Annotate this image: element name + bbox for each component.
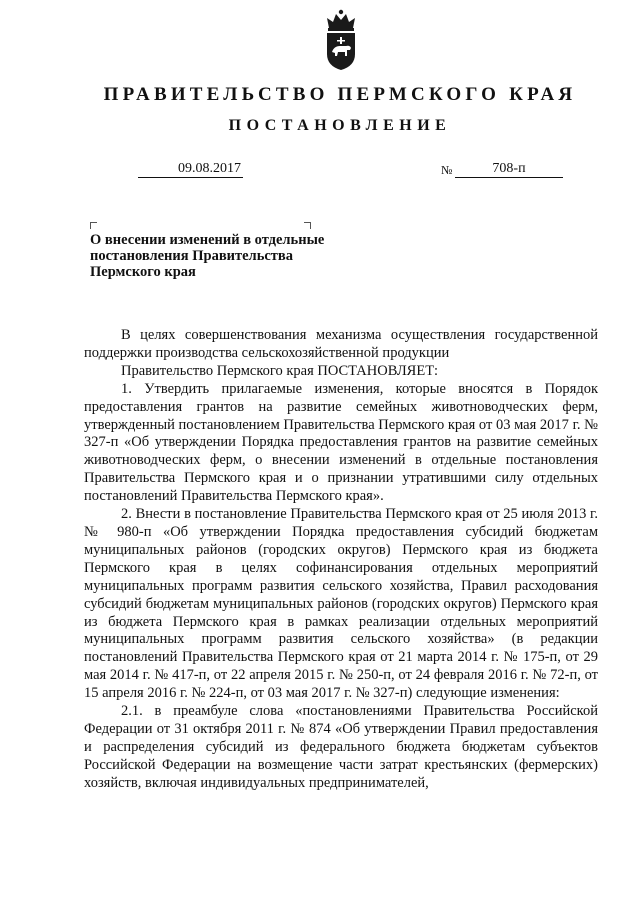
paragraph-item-1: 1. Утвердить прилагаемые изменения, которые вносятся в Порядок предоставления грантов на развитие семейных животноводческих ферм, утвержденный постановлением Правительства Пермского края от 03 мая 2017 г. № 327-п «Об утверждении Порядка предоставления грантов на развитие семейных животноводческих ферм, о внесении изменений в отдельные постановления Правительства Пермского края и о признании утратившими силу отдельных постановлений Правительства Пермского края».: [84, 380, 598, 505]
document-type: ПОСТАНОВЛЕНИЕ: [228, 117, 452, 134]
subject-bracket-right: [304, 222, 311, 229]
paragraph-item-2: 2. Внести в постановление Правительства Пермского края от 25 июля 2013 г. № 980-п «Об утверждении Порядка предоставления субсидий бюджетам муниципальных районов (городских округов) Пермского края из бюджета Пермского края в целях софинансирования отдельных мероприятий муниципальных программ развития сельского хозяйства, Правил расходования субсидий бюджетам муниципальных районов (городских округов) Пермского края из бюджета Пермского края в рамках реализации отдельных мероприятий муниципальных программ развития сельского хозяйства» (в редакции постановлений Правительства Пермского края от 21 марта 2014 г. № 175-п, от 29 мая 2014 г. № 417-п, от 22 апреля 2015 г. № 250-п, от 24 февраля 2016 г. № 72-п, от 15 апреля 2016 г. № 224-п, от 03 мая 2017 г. № 327-п) следующие изменения:: [84, 506, 598, 702]
document-subject: О внесении изменений в отдельные постановления Правительства Пермского края: [90, 232, 325, 280]
document-number: 708-п: [455, 160, 563, 178]
subject-bracket-left: [90, 222, 97, 229]
paragraph-preamble: В целях совершенствования механизма осуществления государственной поддержки производства сельскохозяйственной продукции: [84, 327, 598, 361]
document-body: [84, 327, 598, 793]
paragraph-item-2-1: 2.1. в преамбуле слова «постановлениями Правительства Российской Федерации от 31 октября 2011 г. № 874 «Об утверждении Правил предоставления и распределения субсидий из федерального бюджета бюджетам субъектов Российской Федерации на возмещение части затрат крестьянских (фермерских) хозяйств, включая индивидуальных предпринимателей,: [84, 703, 598, 791]
perm-krai-coat-of-arms-icon: [322, 6, 360, 72]
paragraph-resolves: Правительство Пермского края ПОСТАНОВЛЯЕТ:: [121, 362, 439, 379]
document-date: 09.08.2017: [138, 160, 243, 178]
government-title: ПРАВИТЕЛЬСТВО ПЕРМСКОГО КРАЯ: [103, 84, 577, 105]
number-sign: №: [441, 163, 453, 177]
